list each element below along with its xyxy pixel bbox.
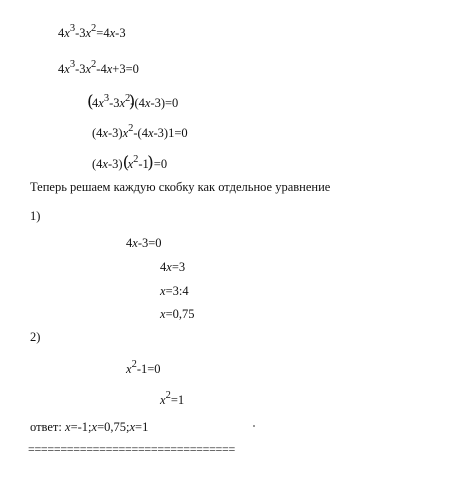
equation-line-1: $4x^3-3x^2=4x-3$ [58, 23, 126, 40]
equation-line-4: $(4x-3)x^2-(4x-3)1=0$ [92, 123, 188, 140]
equation-line-5: (4x-3)( $x^2-1$ ) =0 [92, 157, 167, 171]
instruction-text: Теперь решаем каждую скобку как отдельное уравнение [30, 180, 331, 194]
case-1-step-2: 4x=3 [160, 260, 186, 274]
case-1-step-4: x=0,75 [160, 307, 195, 321]
case-1-label: 1) [30, 209, 41, 223]
equation-line-3: ( $4x^3-3x^2$ )-(4x-3)=0 [92, 96, 178, 110]
case-2-step-2: $x^2=1$ [160, 390, 185, 407]
separator-line: ================================ [28, 442, 235, 456]
case-2-label: 2) [30, 330, 41, 344]
equation-line-2: $4x^3-3x^2-4x+3=0$ [58, 59, 139, 76]
case-1-step-3: x=3:4 [160, 284, 189, 298]
stray-dot [253, 425, 255, 427]
answer-line: ответ: x=-1;x=0,75;x=1 [30, 420, 149, 434]
case-1-step-1: 4x-3=0 [126, 236, 162, 250]
case-2-step-1: $x^2-1=0$ [126, 359, 161, 376]
